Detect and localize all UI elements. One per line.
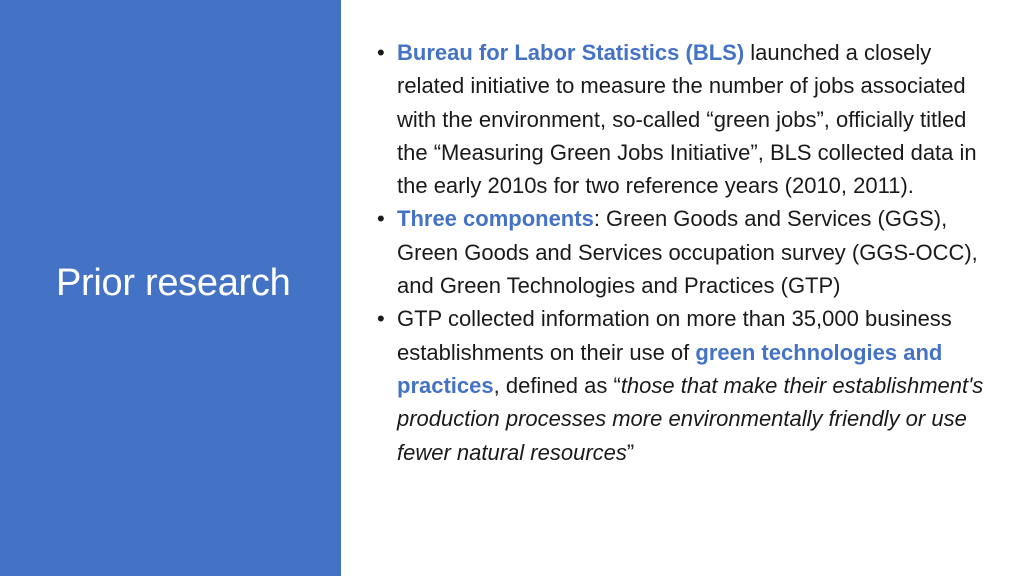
bullet-marker: • <box>377 206 385 232</box>
bullet-highlight: Three components <box>397 206 594 232</box>
content-panel <box>341 0 1024 576</box>
slide-title: Prior research <box>56 262 291 304</box>
bullet-item-bls <box>375 36 991 202</box>
bullet-highlight: green technologies and practices <box>397 339 943 398</box>
bullet-italic-quote: those that make their establishment's production processes more environmentally friendly or use fewer natural resources <box>397 372 984 465</box>
title-panel <box>0 0 341 576</box>
bullet-highlight: Bureau for Labor Statistics (BLS) <box>397 40 745 65</box>
bullet-item-gtp <box>375 302 991 468</box>
bullet-list <box>375 36 991 469</box>
bullet-text-end: ” <box>626 439 635 465</box>
bullet-item-components <box>375 202 991 302</box>
bullet-text: launched a closely related initiative to measure the number of jobs associated with the environment, so-called “green jobs”, officially titled the “Measuring Green Jobs Initiative”, BLS collected data in the early 2010s for two reference years (2010, 2011). <box>397 40 977 199</box>
bullet-marker: • <box>377 40 385 65</box>
bullet-marker: • <box>377 306 385 332</box>
bullet-text: : Green Goods and Services (GGS), Green Goods and Services occupation survey (GGS-OCC), and Green Technologies and Practices (GTP) <box>397 206 978 299</box>
bullet-text: GTP collected information on more than 35,000 business establishments on their use of <box>397 306 952 365</box>
bullet-text-mid: , defined as “ <box>493 372 621 398</box>
